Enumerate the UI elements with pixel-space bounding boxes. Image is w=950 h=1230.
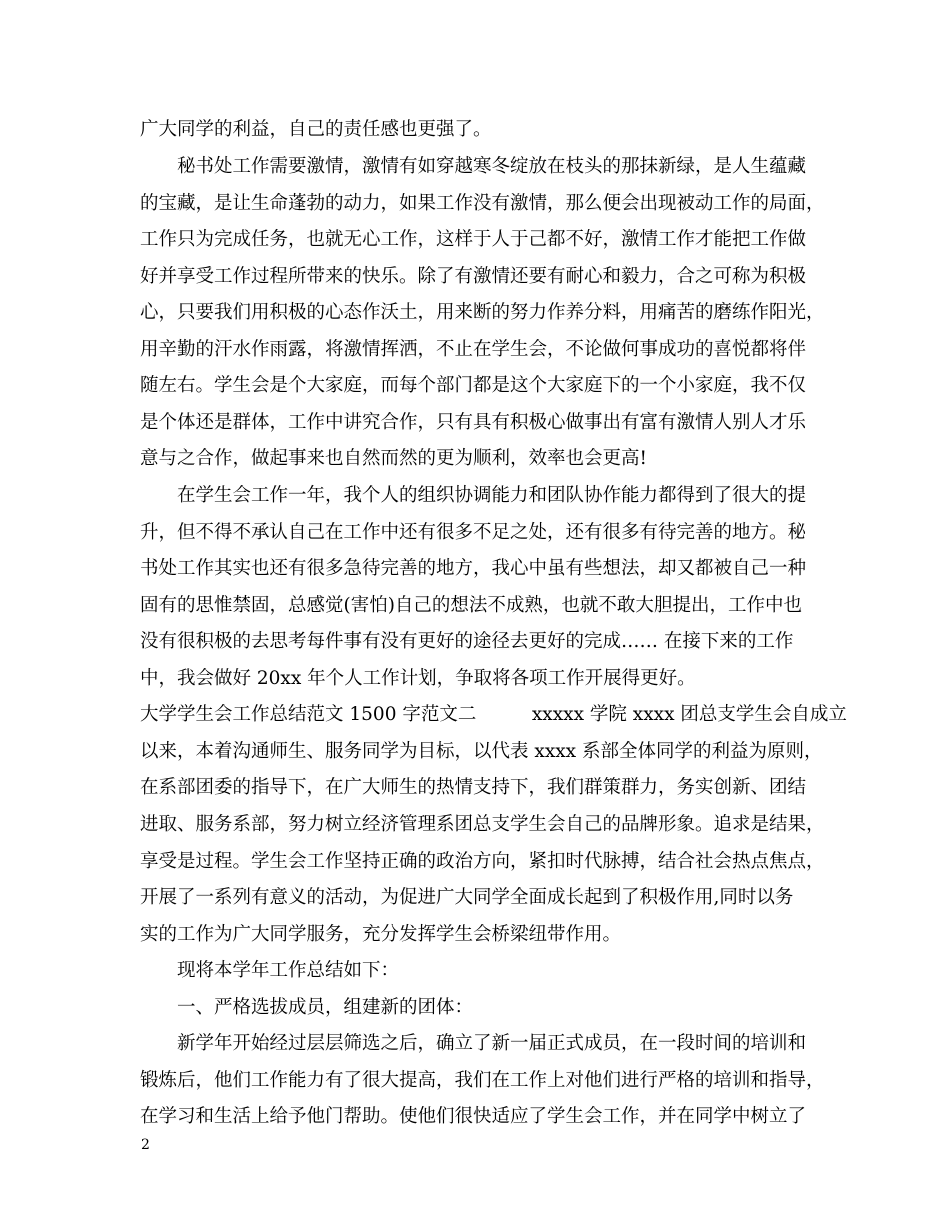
text-line: 以来，本着沟通师生、服务同学为目标，以代表 xxxx 系部全体同学的利益为原则， [140, 741, 823, 762]
page-number: 2 [141, 1137, 150, 1153]
text-line: 随左右。学生会是个大家庭，而每个部门都是这个大家庭下的一个小家庭，我不仅 [140, 375, 807, 396]
text-line: 心，只要我们用积极的心态作沃土，用来断的努力作养分料，用痛苦的磨练作阳光， [140, 302, 825, 323]
text-line: 书处工作其实也还有很多急待完善的地方，我心中虽有些想法，却又都被自己一种 [140, 558, 807, 579]
text-line: 中，我会做好 20xx 年个人工作计划，争取将各项工作开展得更好。 [140, 668, 696, 689]
text-line: 意与之合作，做起事来也自然而然的更为顺利，效率也会更高! [140, 448, 647, 469]
text-line: 升，但不得不承认自己在工作中还有很多不足之处，还有很多有待完善的地方。秘 [140, 522, 807, 543]
text-line: 进取、服务系部，努力树立经济管理系团总支学生会自己的品牌形象。追求是结果， [140, 814, 825, 835]
text-line: 广大同学的利益，自己的责任感也更强了。 [140, 119, 492, 140]
text-line: 新学年开始经过层层筛选之后，确立了新一届正式成员，在一段时间的培训和 [140, 1033, 807, 1054]
text-line: 在学习和生活上给予他门帮助。使他们很快适应了学生会工作，并在同学中树立了 [140, 1106, 807, 1127]
text-line: 实的工作为广大同学服务，充分发挥学生会桥梁纽带作用。 [140, 924, 622, 945]
text-line: 现将本学年工作总结如下： [140, 960, 400, 981]
text-line: 在学生会工作一年，我个人的组织协调能力和团队协作能力都得到了很大的提 [140, 485, 807, 506]
text-line: 固有的思惟禁固，总感觉(害怕)自己的想法不成熟，也就不敢大胆提出，工作中也 [140, 595, 802, 616]
text-line: 好并享受工作过程所带来的快乐。除了有激情还要有耐心和毅力，合之可称为积极 [140, 266, 807, 287]
text-line: 没有很积极的去思考每件事有没有更好的途径去更好的完成…… 在接下来的工作 [140, 631, 794, 652]
text-line: 一、严格选拔成员，组建新的团体： [140, 997, 474, 1018]
text-line: 是个体还是群体，工作中讲究合作，只有具有积极心做事出有富有激情人别人才乐 [140, 412, 807, 433]
text-line: 享受是过程。学生会工作坚持正确的政治方向，紧扣时代脉搏，结合社会热点焦点， [140, 851, 825, 872]
text-line: 开展了一系列有意义的活动，为促进广大同学全面成长起到了积极作用,同时以务 [140, 887, 794, 908]
text-line: 工作只为完成任务，也就无心工作，这样于人于己都不好，激情工作才能把工作做 [140, 229, 807, 250]
text-line: 秘书处工作需要激情，激情有如穿越寒冬绽放在枝头的那抹新绿，是人生蕴藏 [140, 156, 807, 177]
text-line: 在系部团委的指导下，在广大师生的热情支持下，我们群策群力，务实创新、团结 [140, 777, 807, 798]
text-line: 的宝藏，是让生命蓬勃的动力，如果工作没有激情，那么便会出现被动工作的局面， [140, 193, 825, 214]
text-line: 用辛勤的汗水作雨露，将激情挥洒，不止在学生会，不论做何事成功的喜悦都将伴 [140, 339, 807, 360]
text-line: 大学学生会工作总结范文 1500 字范文二 xxxxx 学院 xxxx 团总支学生会自成立 [140, 704, 847, 725]
text-line: 锻炼后，他们工作能力有了很大提高，我们在工作上对他们进行严格的培训和指导， [140, 1070, 825, 1091]
